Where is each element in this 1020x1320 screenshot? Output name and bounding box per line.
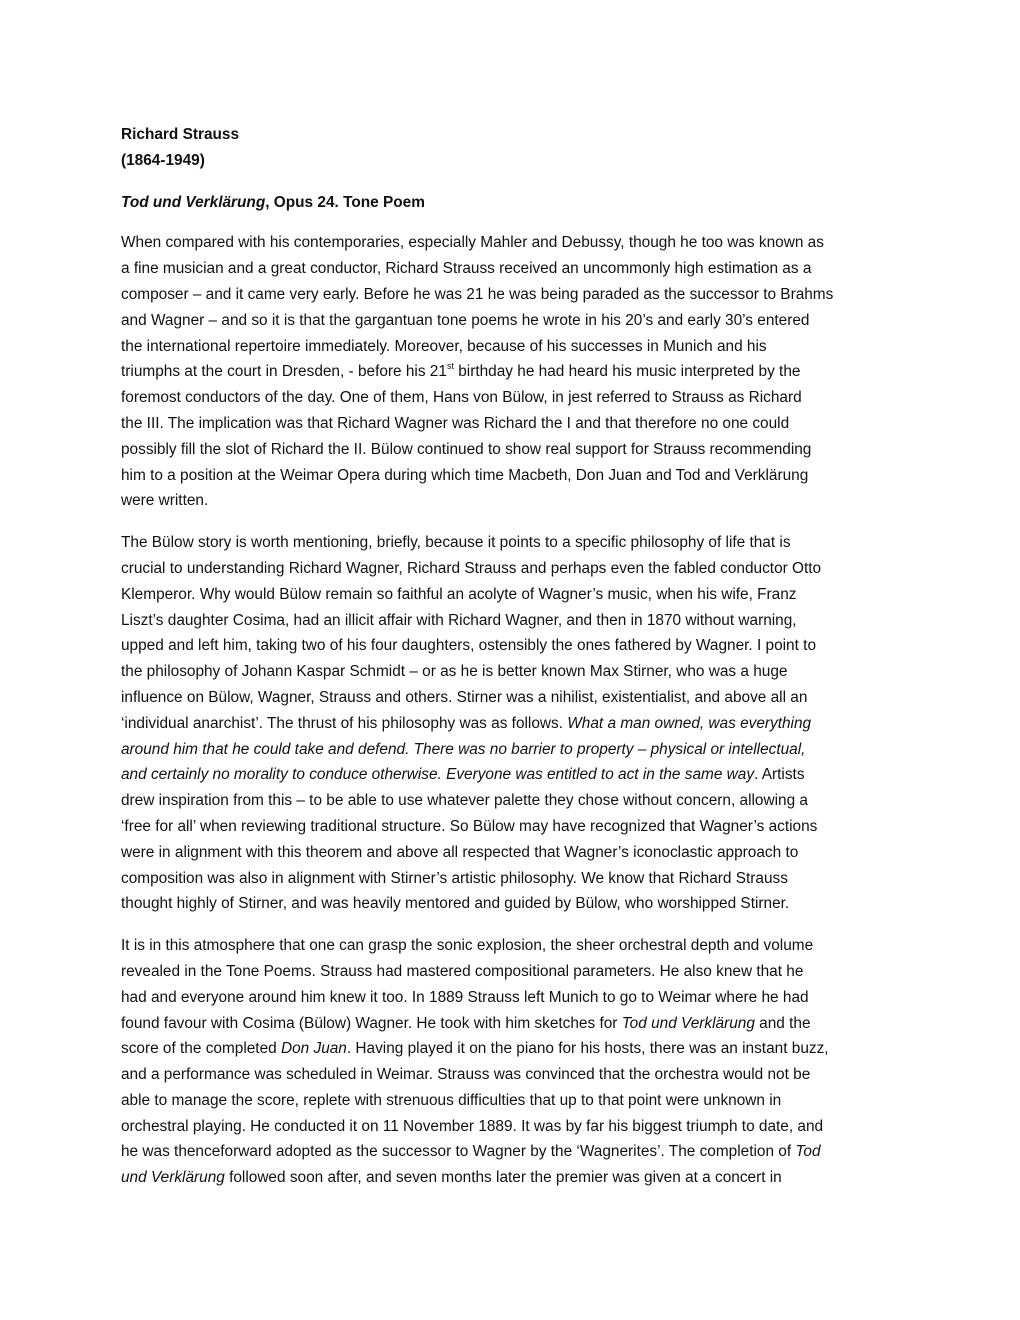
text-segment: followed soon after, and seven months later the premier was given at a concert in (224, 1169, 782, 1187)
text-line (121, 1011, 911, 1037)
document-page (121, 122, 911, 1207)
text-line: orchestral playing. He conducted it on 11 November 1889. It was by far his biggest triumph to date, and (121, 1117, 824, 1135)
text-line: ‘free for all’ when reviewing traditional structure. So Bülow may have recognized that Wagner’s actions (121, 817, 818, 835)
text-line: the III. The implication was that Richard Wagner was Richard the I and that therefore no one could (121, 414, 790, 432)
italic-title: und Verklärung (121, 1169, 225, 1187)
text-line (121, 1036, 911, 1062)
text-segment: . Artists (754, 766, 805, 784)
text-line: composition was also in alignment with Stirner’s artistic philosophy. We know that Richard Strauss (121, 869, 788, 887)
text-line: thought highly of Stirner, and was heavily mentored and guided by Bülow, who worshipped Stirner. (121, 895, 790, 913)
text-line (121, 1139, 911, 1165)
text-line: the philosophy of Johann Kaspar Schmidt – or as he is better known Max Stirner, who was a huge (121, 663, 788, 681)
text-line: It is in this atmosphere that one can grasp the sonic explosion, the sheer orchestral depth and volume (121, 937, 814, 955)
text-line: The Bülow story is worth mentioning, briefly, because it points to a specific philosophy of life that is (121, 534, 791, 552)
text-line: were written. (121, 492, 209, 510)
text-line: When compared with his contemporaries, especially Mahler and Debussy, though he too was known as (121, 234, 824, 252)
text-segment: he was thenceforward adopted as the successor to Wagner by the ‘Wagnerites’. The completion of (121, 1143, 796, 1161)
italic-title: Tod (795, 1143, 821, 1161)
paragraph-3 (121, 933, 911, 1191)
italic-title: Tod und Verklärung (621, 1014, 755, 1032)
italic-quote: and certainly no morality to conduce otherwise. Everyone was entitled to act in the same way (121, 766, 755, 784)
text-segment: found favour with Cosima (Bülow) Wagner. He took with him sketches for (121, 1014, 622, 1032)
text-line (121, 711, 911, 737)
text-line: composer – and it came very early. Before he was 21 he was being paraded as the successor to Brahms (121, 285, 834, 303)
text-line: foremost conductors of the day. One of them, Hans von Bülow, in jest referred to Strauss as Richard (121, 389, 802, 407)
ordinal-superscript: st (446, 361, 454, 372)
text-line (121, 1165, 911, 1191)
composer-dates: (1864-1949) (121, 151, 205, 169)
text-line: and Wagner – and so it is that the gargantuan tone poems he wrote in his 20’s and early 30’s entered (121, 311, 810, 329)
paragraph-2 (121, 530, 911, 917)
text-line: him to a position at the Weimar Opera during which time Macbeth, Don Juan and Tod and Verklärung (121, 466, 809, 484)
italic-title: Don Juan (280, 1040, 347, 1058)
text-line: crucial to understanding Richard Wagner, Richard Strauss and perhaps even the fabled conductor Otto (121, 559, 822, 577)
italic-quote: What a man owned, was everything (567, 714, 812, 732)
text-line: and a performance was scheduled in Weimar. Strauss was convinced that the orchestra would not be (121, 1066, 811, 1084)
text-segment: . Having played it on the piano for his hosts, there was an instant buzz, (346, 1040, 829, 1058)
composer-name: Richard Strauss (121, 126, 240, 143)
italic-quote: around him that he could take and defend. There was no barrier to property – physical or intellectual, (121, 740, 806, 758)
work-title (121, 190, 911, 216)
text-line (121, 762, 911, 788)
text-segment: score of the completed (121, 1040, 281, 1058)
text-line: revealed in the Tone Poems. Strauss had mastered compositional parameters. He also knew that he (121, 962, 804, 980)
text-line: possibly fill the slot of Richard the II. Bülow continued to show real support for Strauss recommending (121, 440, 812, 458)
text-line: able to manage the score, replete with strenuous difficulties that up to that point were unknown in (121, 1091, 782, 1109)
text-segment: birthday he had heard his music interpreted by the (453, 363, 801, 381)
text-segment: ‘individual anarchist’. The thrust of his philosophy was as follows. (121, 714, 568, 732)
text-line: had and everyone around him knew it too. In 1889 Strauss left Munich to go to Weimar where he had (121, 988, 809, 1006)
text-segment: and the (754, 1014, 811, 1032)
text-line: upped and left him, taking two of his four daughters, ostensibly the ones fathered by Wagner. I point to (121, 637, 816, 655)
text-line: drew inspiration from this – to be able to use whatever palette they chose without concern, allowing a (121, 792, 808, 810)
text-line: a fine musician and a great conductor, Richard Strauss received an uncommonly high estimation as a (121, 260, 812, 278)
text-line: influence on Bülow, Wagner, Strauss and others. Stirner was a nihilist, existentialist, and above all an (121, 688, 808, 706)
text-line: the international repertoire immediately. Moreover, because of his successes in Munich and his (121, 337, 767, 355)
text-line: were in alignment with this theorem and above all respected that Wagner’s iconoclastic approach to (121, 843, 799, 861)
text-line: Liszt’s daughter Cosima, had an illicit affair with Richard Wagner, and then in 1870 without warning, (121, 611, 797, 629)
text-line (121, 359, 911, 385)
paragraph-1 (121, 230, 911, 514)
work-title-rest: , Opus 24. Tone Poem (265, 193, 425, 211)
text-line: Klemperor. Why would Bülow remain so faithful an acolyte of Wagner’s music, when his wife, Franz (121, 585, 797, 603)
text-segment: triumphs at the court in Dresden, - before his 21 (121, 363, 447, 381)
work-title-italic: Tod und Verklärung (121, 193, 266, 211)
